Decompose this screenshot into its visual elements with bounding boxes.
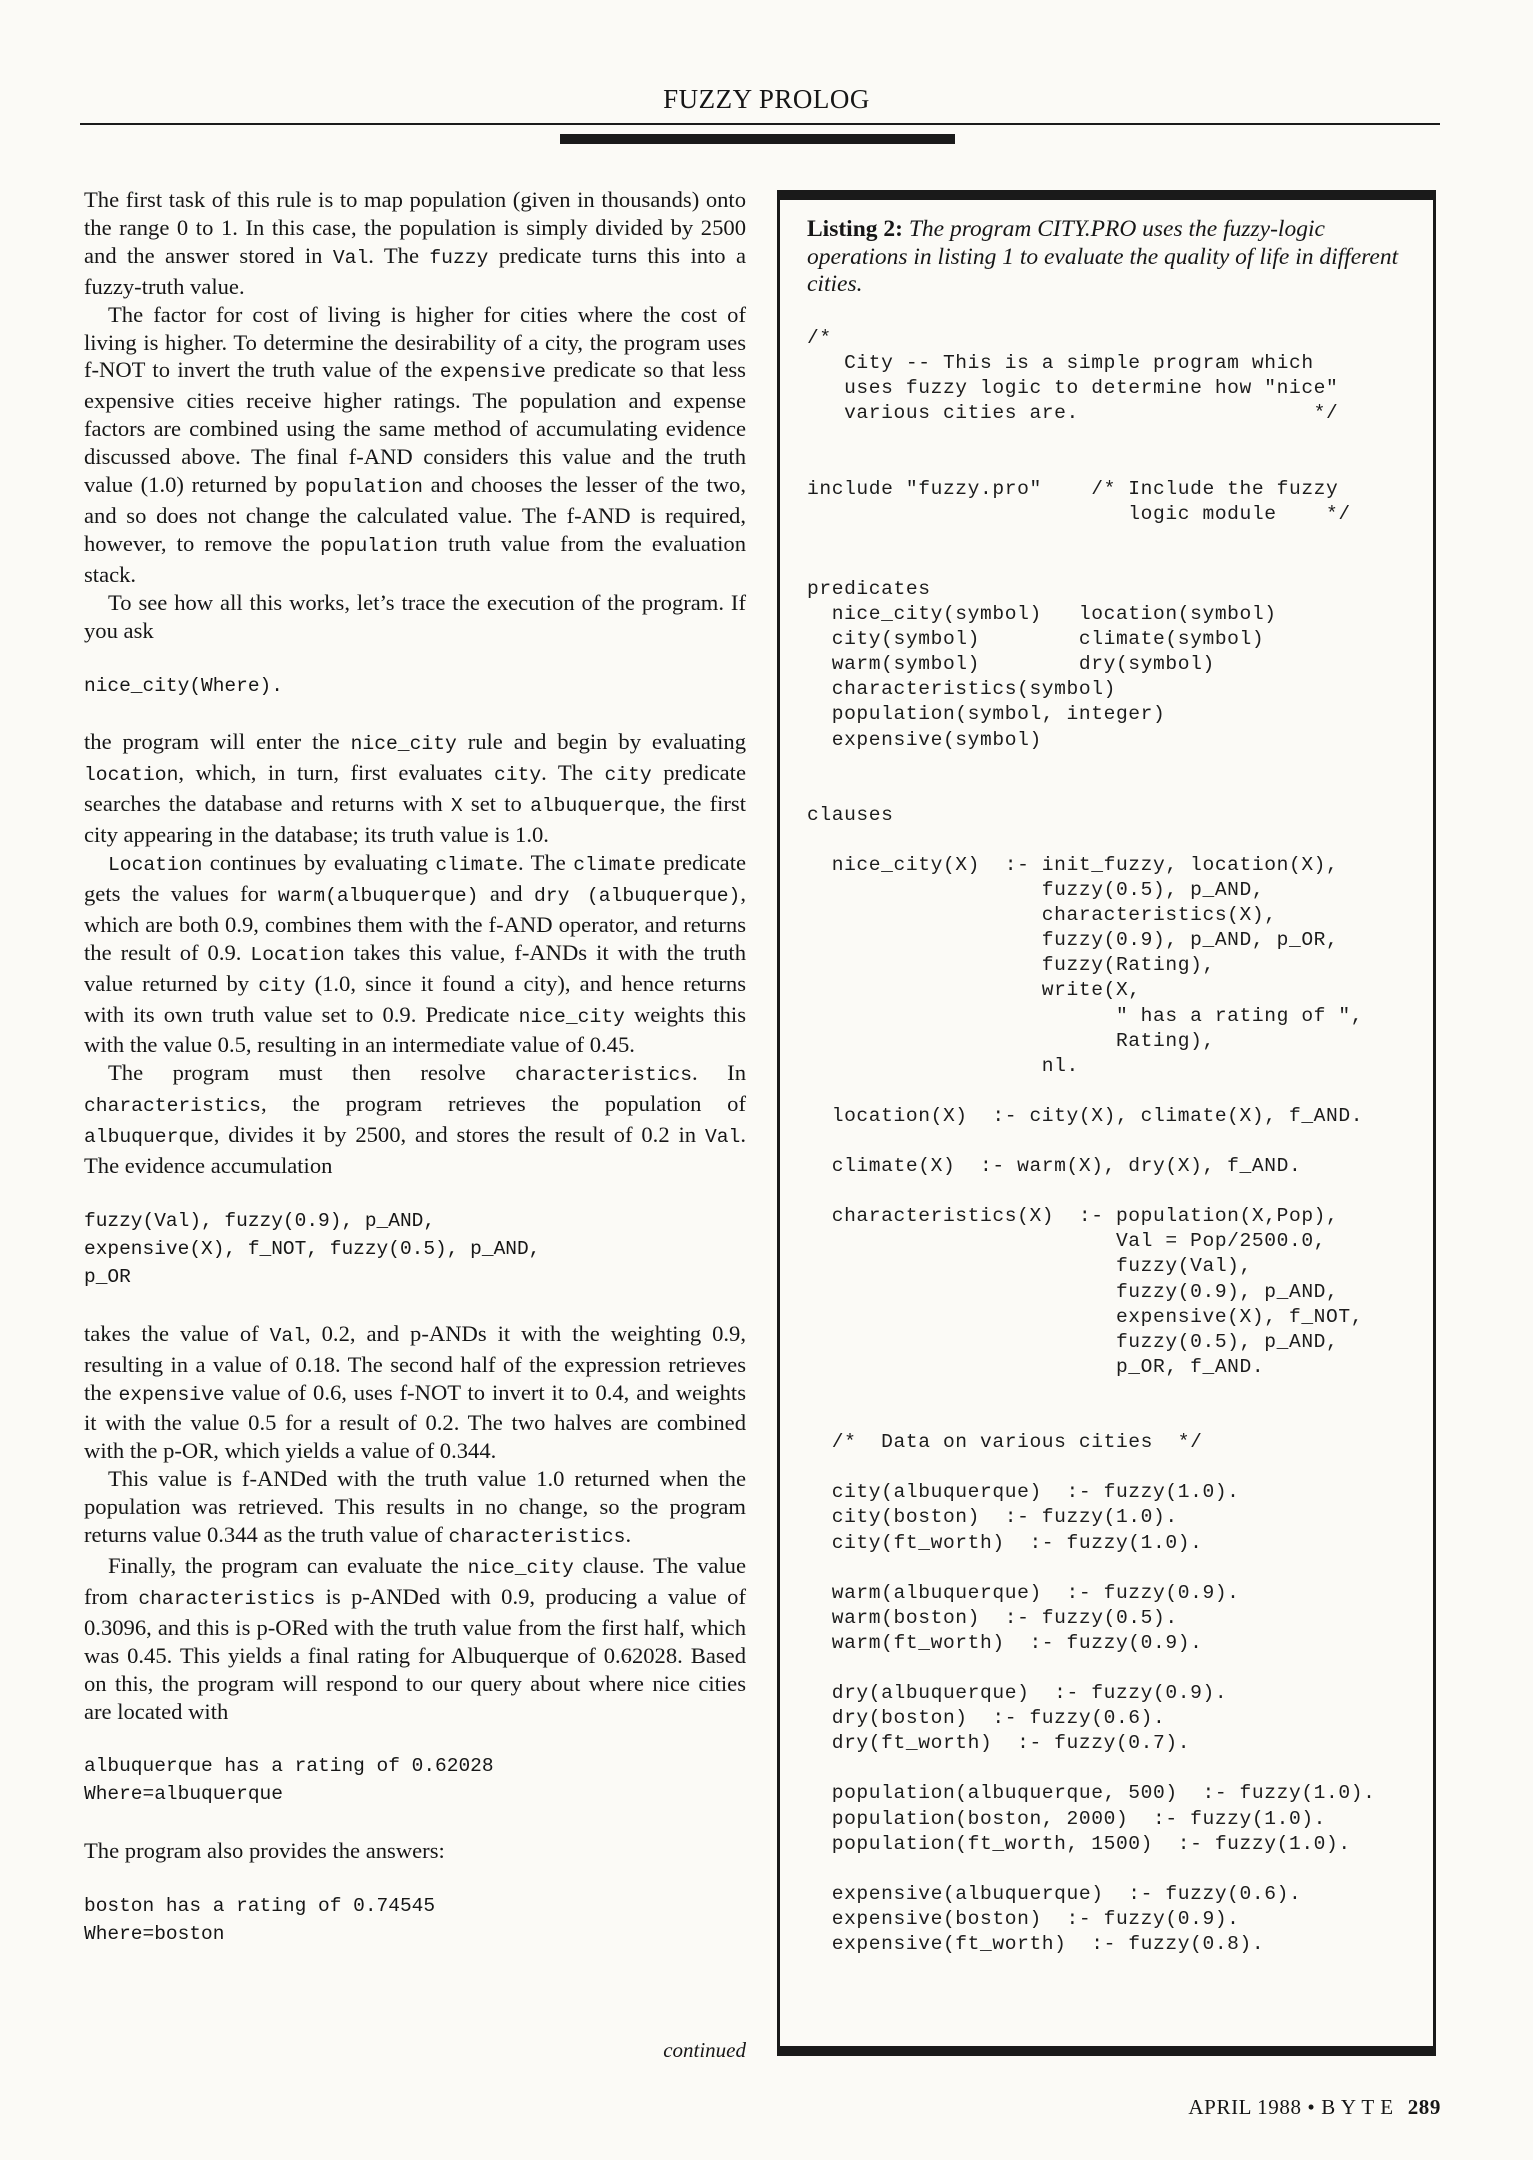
paragraph-3: To see how all this works, let’s trace the execution of the program. If you ask	[84, 589, 746, 643]
header-bar	[560, 134, 955, 144]
paragraph-2: The factor for cost of living is higher for cities where the cost of living is higher. To determine the desirability of a city, the program uses f-NOT to invert the truth value of the expensive predicate so that less expensive cities receive higher ratings. The population and expense factors are combined using the same method of accumulating evidence discussed above. The final f-AND considers this value and the truth value (1.0) returned by population and chooses the lesser of the two, and so does not change the calculated value. The f-AND is required, however, to remove the population truth value from the evaluation stack.	[84, 301, 746, 587]
paragraph-10: The program also provides the answers:	[84, 1838, 445, 1864]
continued-label: continued	[663, 2038, 746, 2062]
listing-label: Listing 2:	[807, 216, 903, 242]
paragraph-6: The program must then resolve characteristics. In characteristics, the program retrieves the population of albuquerque, divides it by 2500, and stores the result of 0.2 in Val. The evidence accumulation	[84, 1060, 746, 1179]
paragraph-9: Finally, the program can evaluate the nice_city clause. The value from characteristics is p-ANDed with 0.9, producing a value of 0.3096, and this is p-ORed with the truth value from the first half, which was 0.45. This yields a final rating for Albuquerque of 0.62028. Based on this, the program will respond to our query about where nice cities are located with	[84, 1552, 746, 1724]
paragraph-1: The first task of this rule is to map population (given in thousands) onto the range 0 to 1. In this case, the population is simply divided by 2500 and the answer stored in Val. The fuzzy predicate turns this into a fuzzy-truth value.	[84, 187, 746, 299]
body-text-column	[84, 186, 746, 1949]
listing-box-bottom-bar	[777, 2046, 1436, 2056]
paragraph-5: Location continues by evaluating climate. The climate predicate gets the values for warm(albuquerque) and dry (albuquerque), which are both 0.9, combines them with the f-AND operator, and returns the result of 0.9. Location takes this value, f-ANDs it with the truth value returned by city (1.0, since it found a city), and hence returns with its own truth value set to 0.9. Predicate nice_city weights this with the value 0.5, resulting in an intermediate value of 0.45.	[84, 850, 747, 1058]
issue-line: APRIL 1988 • B Y T E	[1188, 2095, 1394, 2119]
paragraph-7: takes the value of Val, 0.2, and p-ANDs it with the weighting 0.9, resulting in a value of 0.18. The second half of the expression retrieves the expensive value of 0.6, uses f-NOT to invert it to 0.4, and weights it with the value 0.5 for a result of 0.2. The two halves are combined with the p-OR, which yields a value of 0.344.	[84, 1320, 746, 1464]
paragraph-4: the program will enter the nice_city rule and begin by evaluating location, which, in turn, first evaluates city. The city predicate searches the database and returns with X set to albuquerque, the first city appearing in the database; its truth value is 1.0.	[84, 729, 747, 848]
running-head: FUZZY PROLOG	[663, 84, 870, 114]
paragraph-8: This value is f-ANDed with the truth value 1.0 returned when the population was retrieved. This results in no change, so the program returns value 0.344 as the truth value of characteristics.	[84, 1466, 746, 1549]
page-footer	[1188, 2095, 1441, 2120]
page-number: 289	[1407, 2095, 1441, 2119]
evidence-code: fuzzy(Val), fuzzy(0.9), p_AND, expensive(X), f_NOT, fuzzy(0.5), p_AND, p_OR	[84, 1210, 541, 1288]
code-listing: /* City -- This is a simple program which uses fuzzy logic to determine how "nice" various cities are. */ include "fuzzy.pro" /* Include the fuzzy logic module */ predicates nice_city(symbol) location(symbol) city(symbol) climate(symbol) warm(symbol) dry(symbol) characteristics(symbol) population(symbol, integer) expensive(symbol) clauses nice_city(X) :- init_fuzzy, location(X), fuzzy(0.5), p_AND, characteristics(X), fuzzy(0.9), p_AND, p_OR, fuzzy(Rating), write(X, " has a rating of ", Rating), nl. location(X) :- city(X), climate(X), f_AND. climate(X) :- warm(X), dry(X), f_AND. characteristics(X) :- population(X,Pop), Val = Pop/2500.0, fuzzy(Val), fuzzy(0.9), p_AND, expensive(X), f_NOT, fuzzy(0.5), p_AND, p_OR, f_AND. /* Data on various cities */ city(albuquerque) :- fuzzy(1.0). city(boston) :- fuzzy(1.0). city(ft_worth) :- fuzzy(1.0). warm(albuquerque) :- fuzzy(0.9). warm(boston) :- fuzzy(0.5). warm(ft_worth) :- fuzzy(0.9). dry(albuquerque) :- fuzzy(0.9). dry(boston) :- fuzzy(0.6). dry(ft_worth) :- fuzzy(0.7). population(albuquerque, 500) :- fuzzy(1.0). population(boston, 2000) :- fuzzy(1.0). population(ft_worth, 1500) :- fuzzy(1.0). expensive(albuquerque) :- fuzzy(0.6). expensive(boston) :- fuzzy(0.9). expensive(ft_worth) :- fuzzy(0.8).	[807, 327, 1376, 1955]
query-code: nice_city(Where).	[84, 674, 283, 697]
listing-caption	[807, 216, 1407, 299]
listing-caption-text: The program CITY.PRO uses the fuzzy-logic operations in listing 1 to evaluate the quality of life in different cities.	[807, 216, 1399, 297]
output-albuquerque: albuquerque has a rating of 0.62028 Where=albuquerque	[84, 1755, 494, 1806]
output-boston: boston has a rating of 0.74545 Where=boston	[84, 1895, 436, 1946]
header-rule	[80, 123, 1440, 125]
